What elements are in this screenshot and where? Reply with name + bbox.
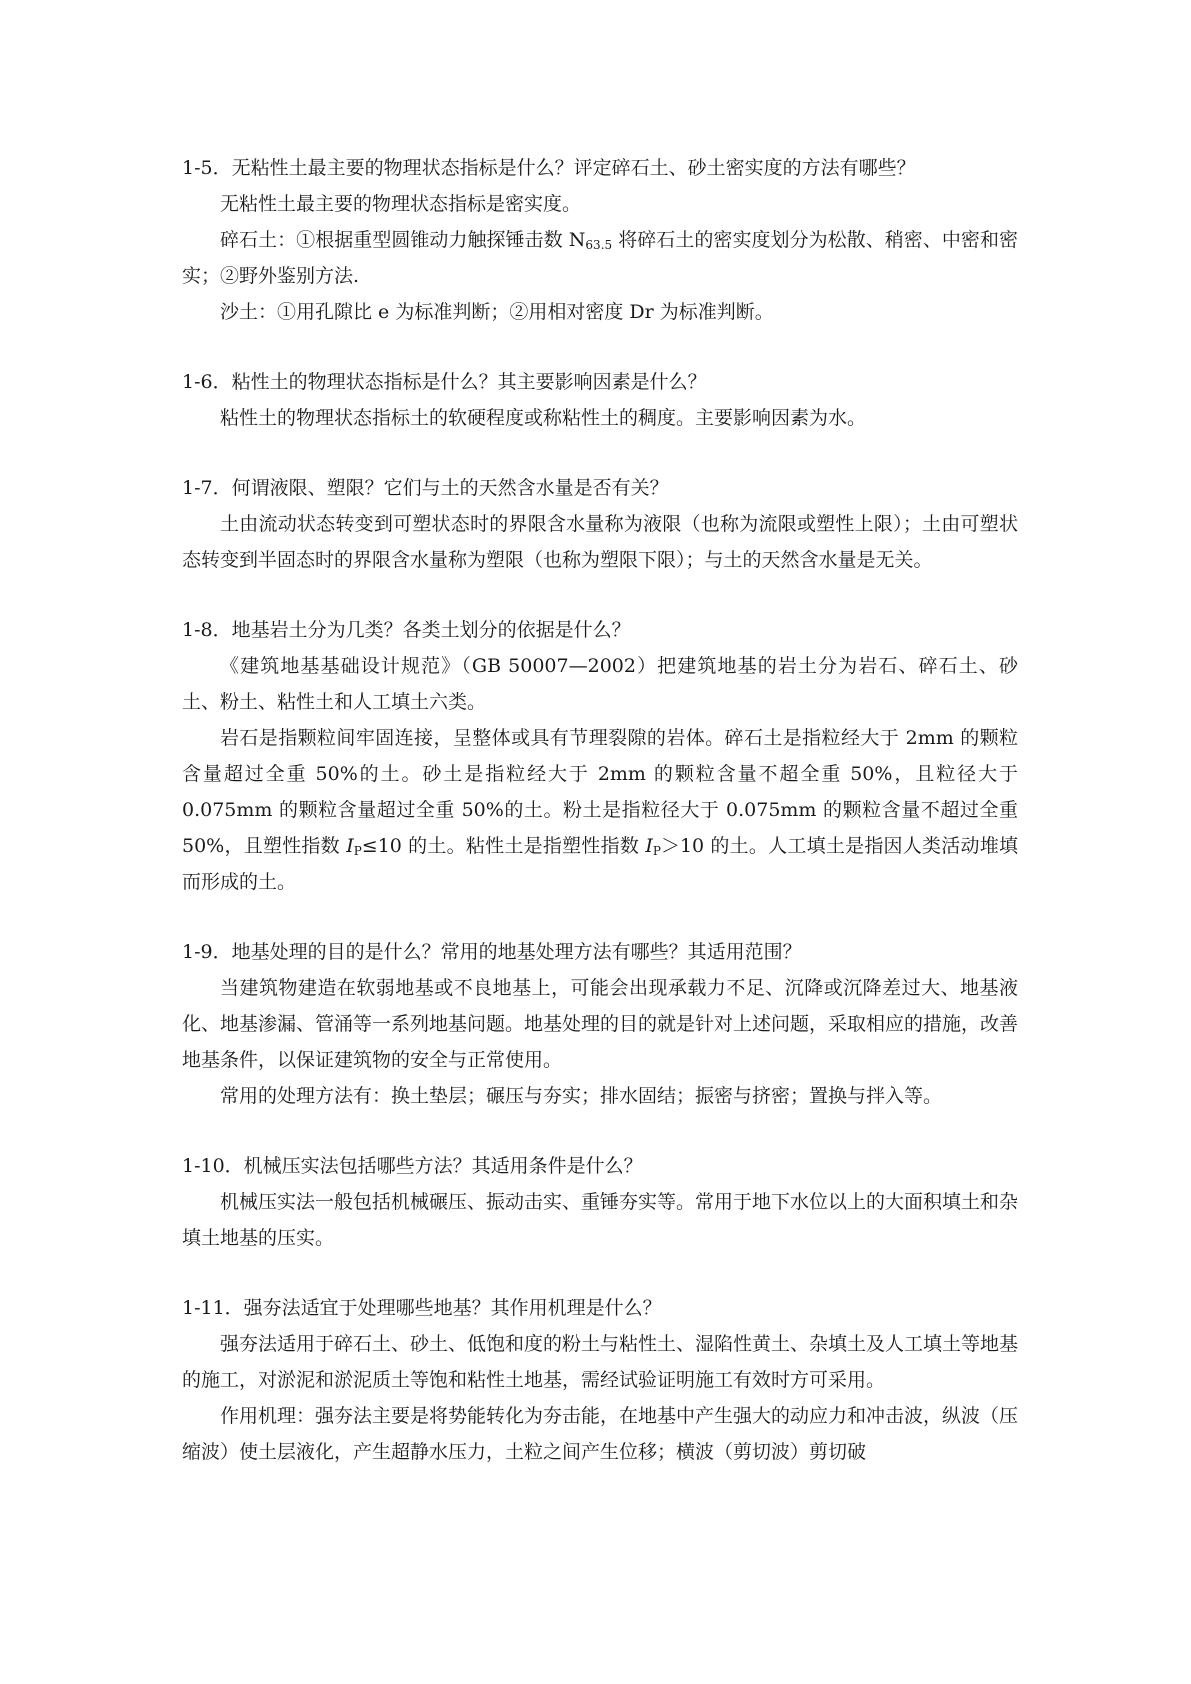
question-text: 1-5．无粘性土最主要的物理状态指标是什么？评定碎石土、砂土密实度的方法有哪些？ bbox=[182, 157, 916, 179]
answer-paragraph: 常用的处理方法有：换土垫层；碾压与夯实；排水固结；振密与挤密；置换与拌入等。 bbox=[220, 1085, 943, 1107]
question-1-9 bbox=[182, 934, 1018, 1114]
answer-paragraph: 土由流动状态转变到可塑状态时的界限含水量称为液限（也称为流限或塑性上限）；土由可塑状态转变到半固态时的界限含水量称为塑限（也称为塑限下限）；与土的天然含水量是无关。 bbox=[182, 513, 1018, 571]
answer-paragraph: 当建筑物建造在软弱地基或不良地基上，可能会出现承载力不足、沉降或沉降差过大、地基液化、地基渗漏、管涌等一系列地基问题。地基处理的目的就是针对上述问题，采取相应的措施，改善地基条件，以保证建筑物的安全与正常使用。 bbox=[182, 977, 1019, 1071]
subscript-text: P bbox=[353, 844, 362, 858]
question-text: 1-8．地基岩土分为几类？各类土划分的依据是什么？ bbox=[182, 619, 631, 641]
answer-text: ＞10 的土。人工填土是指因人类活动堆填而形成的土。 bbox=[182, 835, 1018, 893]
answer-paragraph: 机械压实法一般包括机械碾压、振动击实、重锤夯实等。常用于地下水位以上的大面积填土和杂填土地基的压实。 bbox=[182, 1191, 1019, 1249]
question-text: 1-10．机械压实法包括哪些方法？其适用条件是什么？ bbox=[182, 1155, 643, 1177]
question-1-6 bbox=[182, 364, 1018, 436]
answer-text: 岩石是指颗粒间牢固连接，呈整体或具有节理裂隙的岩体。碎石土是指粒经大于 2mm 的颗粒含量超过全重 50%的土。砂土是指粒经大于 2mm 的颗粒含量不超全重 50%，且粒径大于 0.075mm 的颗粒含量超过全重 50%的土。粉土是指粒径大于 0.075mm 的颗粒含量不超过全重 50%，且塑性指数 bbox=[182, 727, 1018, 857]
subscript-text: P bbox=[652, 844, 661, 858]
question-1-5 bbox=[182, 150, 1018, 330]
answer-text: 碎石土：①根据重型圆锥动力触探锤击数 N bbox=[220, 229, 586, 251]
answer-paragraph: 粘性土的物理状态指标土的软硬程度或称粘性土的稠度。主要影响因素为水。 bbox=[220, 407, 867, 429]
question-text: 1-7．何谓液限、塑限？它们与土的天然含水量是否有关？ bbox=[182, 477, 669, 499]
document-page bbox=[182, 150, 1018, 1470]
answer-text: ≤10 的土。粘性土是指塑性指数 bbox=[361, 835, 646, 857]
question-1-7 bbox=[182, 470, 1018, 578]
question-1-8 bbox=[182, 612, 1018, 900]
question-text: 1-9．地基处理的目的是什么？常用的地基处理方法有哪些？其适用范围？ bbox=[182, 941, 802, 963]
plasticity-index-symbol: I bbox=[645, 835, 653, 857]
answer-paragraph bbox=[182, 222, 1018, 294]
question-1-11 bbox=[182, 1290, 1018, 1470]
answer-text: 将碎石土的密实度划分为松散、稍密、中密和密实；②野外鉴别方法. bbox=[182, 229, 1019, 287]
question-1-10 bbox=[182, 1148, 1018, 1256]
subscript-text: 63.5 bbox=[585, 238, 613, 252]
answer-paragraph bbox=[182, 720, 1018, 900]
plasticity-index-symbol: I bbox=[346, 835, 354, 857]
question-text: 1-11．强夯法适宜于处理哪些地基？其作用机理是什么？ bbox=[182, 1297, 662, 1319]
answer-paragraph: 强夯法适用于碎石土、砂土、低饱和度的粉土与粘性土、湿陷性黄土、杂填土及人工填土等地基的施工，对淤泥和淤泥质土等饱和粘性土地基，需经试验证明施工有效时方可采用。 bbox=[182, 1333, 1019, 1391]
question-text: 1-6．粘性土的物理状态指标是什么？其主要影响因素是什么？ bbox=[182, 371, 707, 393]
answer-paragraph: 《建筑地基基础设计规范》（GB 50007—2002）把建筑地基的岩土分为岩石、碎石土、砂土、粉土、粘性土和人工填土六类。 bbox=[182, 655, 1018, 713]
answer-paragraph: 沙土：①用孔隙比 e 为标准判断；②用相对密度 Dr 为标准判断。 bbox=[220, 301, 774, 323]
answer-paragraph: 无粘性土最主要的物理状态指标是密实度。 bbox=[220, 193, 582, 215]
answer-paragraph: 作用机理：强夯法主要是将势能转化为夯击能，在地基中产生强大的动应力和冲击波，纵波（压缩波）使土层液化，产生超静水压力，土粒之间产生位移；横波（剪切波）剪切破 bbox=[182, 1405, 1019, 1463]
